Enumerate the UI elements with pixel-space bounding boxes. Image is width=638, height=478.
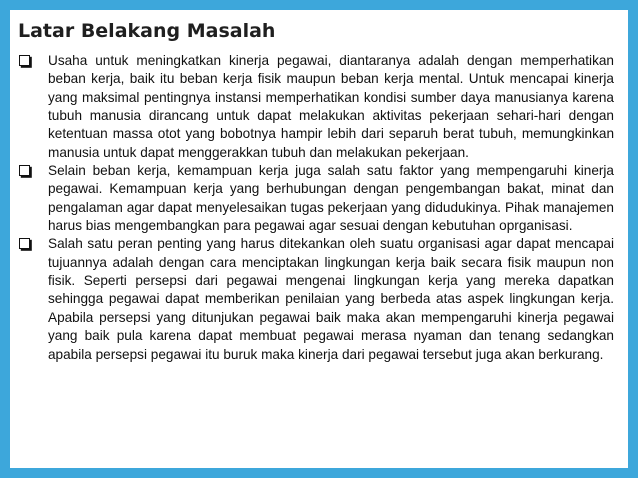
bullet-list bbox=[18, 52, 614, 364]
bullet-item bbox=[18, 235, 614, 363]
bullet-item bbox=[18, 52, 614, 162]
slide bbox=[10, 10, 628, 468]
bullet-text: Usaha untuk meningkatkan kinerja pegawai, diantaranya adalah dengan memperhatikan beban kerja, baik itu beban kerja fisik maupun beban kerja mental. Untuk mencapai kinerja yang maksimal pentingnya instansi memperhatikan kondisi sumber daya manusianya karena tubuh manusia dirancang untuk dapat melakukan aktivitas pekerjaan sehari-hari dengan ketentuan massa otot yang bobotnya hampir lebih dari separuh berat tubuh, memungkinkan manusia untuk dapat menggerakkan tubuh dan melakukan pekerjaan. bbox=[48, 53, 614, 160]
checkbox-bullet-icon bbox=[19, 238, 30, 249]
checkbox-bullet-icon bbox=[19, 55, 30, 66]
bullet-text: Selain beban kerja, kemampuan kerja juga salah satu faktor yang mempengaruhi kinerja pegawai. Kemampuan kerja yang berhubungan dengan pengembangan bakat, minat dan pengalaman agar dapat menyelesaikan tugas pekerjaan yang didudukinya. Pihak manajemen harus bias mengembangkan para pegawai agar sesuai dengan kebutuhan oprganisasi. bbox=[48, 163, 614, 234]
bullet-item bbox=[18, 162, 614, 235]
bullet-text: Salah satu peran penting yang harus ditekankan oleh suatu organisasi agar dapat mencapai tujuannya adalah dengan cara menciptakan lingkungan kerja baik secara fisik maupun non fisik. Seperti persepsi dari pegawai mengenai lingkungan kerja yang mereka dapatkan sehingga pegawai dapat memberikan penilaian yang berbeda atas aspek lingkungan kerja. Apabila persepsi yang ditunjukan pegawai baik maka akan mempengaruhi kinerja pegawai yang baik pula karena dapat membuat pegawai merasa nyaman dan tenang sedangkan apabila persepsi pegawai itu buruk maka kinerja dari pegawai tersebut juga akan berkurang. bbox=[48, 236, 614, 362]
checkbox-bullet-icon bbox=[19, 165, 30, 176]
slide-title: Latar Belakang Masalah bbox=[18, 20, 276, 42]
